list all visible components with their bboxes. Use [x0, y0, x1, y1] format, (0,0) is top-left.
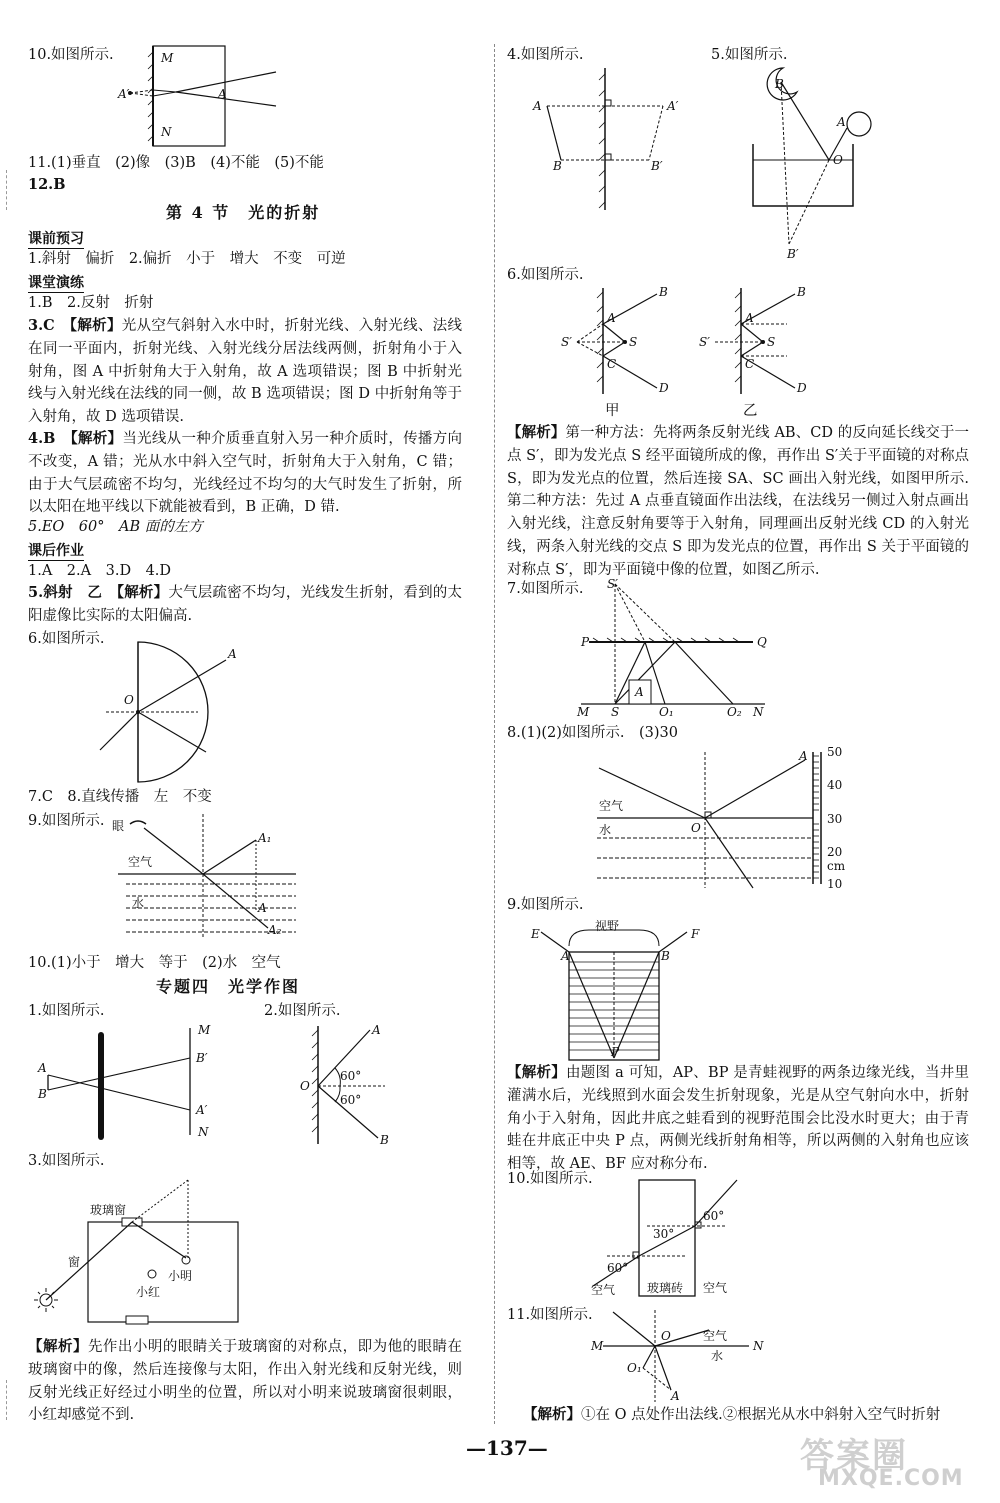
answer-head: 【解析】: [507, 1064, 566, 1081]
svg-text:D: D: [659, 381, 669, 395]
homework-answer-5: [28, 582, 462, 628]
angle-label: 60°: [340, 1069, 362, 1083]
answer-head: 【解析】: [28, 1338, 88, 1355]
answer-head: 4.B 【解析】: [28, 430, 123, 447]
answer-9: 9.如图所示.: [507, 897, 584, 913]
air-label: 空气: [591, 1283, 616, 1297]
answer-12: 12.B: [28, 176, 66, 193]
svg-text:B: B: [797, 285, 806, 299]
svg-text:P: P: [581, 635, 590, 649]
section-title: 第 4 节 光的折射: [166, 203, 321, 222]
scale-tick: 30: [827, 812, 843, 826]
preview-answer: 1.斜射 偏折 2.偏折 小于 增大 不变 可逆: [28, 251, 346, 267]
svg-text:O₂: O₂: [727, 705, 742, 719]
xiaoming-label: 小明: [168, 1269, 193, 1283]
window-label: 窗: [68, 1255, 81, 1269]
air-label: 空气: [703, 1281, 728, 1295]
figure-mirror-ab: [527, 64, 697, 214]
subsection-label: 课前预习: [28, 231, 84, 247]
unit-label: cm: [827, 859, 846, 873]
analysis-6: [507, 422, 969, 582]
svg-text:M: M: [577, 705, 590, 719]
analysis-11: [523, 1404, 969, 1427]
class-answer-3: [28, 315, 462, 429]
svg-text:O: O: [124, 693, 134, 707]
svg-text:S: S: [629, 335, 638, 349]
svg-text:A: A: [38, 1061, 47, 1075]
svg-text:A₁: A₁: [258, 831, 272, 845]
svg-text:A: A: [228, 647, 237, 661]
figure-eye-water: [108, 812, 308, 942]
scale-tick: 10: [827, 877, 843, 891]
answer-10: 10.如图所示.: [507, 1171, 593, 1187]
svg-text:A: A: [607, 311, 616, 325]
class-answer-4: [28, 428, 462, 519]
svg-text:A: A: [561, 949, 570, 963]
svg-text:S: S: [611, 705, 620, 719]
topic-answer-2: 2.如图所示.: [264, 1003, 341, 1019]
angle-label: 60°: [340, 1093, 362, 1107]
answer-4: 4.如图所示.: [507, 47, 584, 63]
svg-text:A′: A′: [118, 87, 130, 101]
scale-tick: 20: [827, 845, 843, 859]
svg-text:S: S: [767, 335, 776, 349]
answer-text: 当光线从一种介质垂直射入另一种介质时，传播方向不改变，A 错；光从水中斜入空气时，折射角大于入射角，C 错；由于大气层疏密不均匀，光线经过不均匀的大气时发生了折射，所以太阳在地平线以下就能被看到，B 正确，D 错.: [28, 431, 462, 516]
svg-text:B′: B′: [787, 247, 799, 261]
eye-label: 眼: [112, 819, 125, 833]
class-answer-5: 5.EO 60° AB 面的左方: [28, 519, 203, 535]
svg-text:C: C: [607, 357, 617, 371]
svg-text:E: E: [531, 927, 540, 941]
svg-text:A₂: A₂: [268, 923, 282, 937]
svg-text:A: A: [218, 87, 227, 101]
svg-text:B: B: [659, 285, 668, 299]
answer-head: 【解析】: [523, 1406, 581, 1423]
answer-text: 光从空气斜射入水中时，折射光线、入射光线、法线在同一平面内，折射光线、入射光线分居法线两侧，折射角小于入射角，图 A 中折射角大于入射角，故 A 选项错误；图 B 中折射光线与入射光线在法线的同一侧，故 B 选项错误；图 D 中折射角等于入射角，故 D 选项错误.: [28, 318, 462, 426]
figure-water-air-o: [587, 1306, 767, 1406]
svg-text:P: P: [611, 1045, 620, 1059]
homework-answer-7: 7.C 8.直线传播 左 不变: [28, 789, 212, 805]
svg-text:O: O: [300, 1079, 310, 1093]
answer-text: 大气层疏密不均匀，光线发生折射，看到的太阳虚像比实际的太阳偏高.: [28, 585, 463, 624]
figure-semicircle-refraction: [98, 640, 298, 790]
binding-mark: [6, 170, 8, 210]
figure-glass-brick: [587, 1176, 777, 1302]
water-label: 水: [132, 896, 145, 910]
glass-brick-label: 玻璃砖: [647, 1281, 684, 1295]
glass-window-label: 玻璃窗: [90, 1203, 127, 1217]
svg-text:S′: S′: [699, 335, 710, 349]
answer-11: 11.(1)垂直 (2)像 (3)B (4)不能 (5)不能: [28, 155, 324, 171]
figure-caption: 甲: [605, 403, 620, 419]
analysis-9: [507, 1062, 969, 1176]
svg-text:B: B: [38, 1087, 47, 1101]
svg-text:S′: S′: [607, 577, 618, 591]
water-label: 水: [599, 823, 612, 837]
figure-mirror-jia: [557, 284, 677, 404]
water-label: 水: [711, 1349, 724, 1363]
figure-well-frog: [527, 912, 707, 1062]
watermark: 答案圈: [800, 1436, 908, 1476]
topic-analysis-3: [28, 1336, 462, 1427]
svg-text:A′: A′: [196, 1103, 208, 1117]
figure-moon-well: [753, 64, 893, 264]
air-label: 空气: [703, 1329, 728, 1343]
answer-text: 先作出小明的眼睛关于玻璃窗的对称点，即为他的眼睛在玻璃窗中的像，然后连接像与太阳，作出入射光线和反射光线，则反射光线正好经过小明坐的位置，所以对小明来说玻璃窗很刺眼，小红却感觉不到.: [28, 1339, 463, 1424]
svg-text:A′: A′: [667, 99, 679, 113]
figure-glass-window: [28, 1170, 288, 1340]
svg-text:N: N: [198, 1125, 209, 1139]
svg-text:O: O: [691, 821, 701, 835]
svg-text:A: A: [745, 311, 754, 325]
svg-text:A: A: [533, 99, 542, 113]
xiaohong-label: 小红: [136, 1285, 161, 1299]
svg-text:D: D: [797, 381, 807, 395]
svg-text:S′: S′: [561, 335, 572, 349]
answer-8: 8.(1)(2)如图所示. (3)30: [507, 725, 679, 741]
svg-text:O: O: [661, 1329, 671, 1343]
svg-text:F: F: [691, 927, 700, 941]
figure-mirror-60: [290, 1020, 410, 1150]
svg-text:A: A: [258, 901, 267, 915]
answer-10: 10.如图所示.: [28, 47, 114, 63]
svg-text:N: N: [753, 705, 764, 719]
svg-text:C: C: [745, 357, 755, 371]
figure-mirror-yi: [695, 284, 815, 404]
svg-text:M: M: [161, 51, 174, 65]
homework-answer-6: 6.如图所示.: [28, 631, 105, 647]
angle-label: 60°: [703, 1209, 725, 1223]
svg-text:O₁: O₁: [627, 1361, 642, 1375]
svg-text:A: A: [372, 1023, 381, 1037]
svg-text:A: A: [635, 685, 644, 699]
answer-6: 6.如图所示.: [507, 267, 584, 283]
svg-text:B: B: [380, 1133, 389, 1147]
svg-text:M: M: [591, 1339, 604, 1353]
svg-text:M: M: [198, 1023, 211, 1037]
topic-answer-1: 1.如图所示.: [28, 1003, 105, 1019]
homework-answer-1: 1.A 2.A 3.D 4.D: [28, 563, 172, 579]
air-label: 空气: [599, 799, 624, 813]
subsection-label: 课堂演练: [28, 275, 84, 291]
watermark-url: MXQE.COM: [818, 1466, 964, 1491]
svg-text:B: B: [553, 159, 562, 173]
homework-answer-10: 10.(1)小于 增大 等于 (2)水 空气: [28, 955, 281, 971]
air-label: 空气: [128, 855, 153, 869]
svg-text:O: O: [833, 153, 843, 167]
svg-text:Q: Q: [757, 635, 767, 649]
column-divider: [494, 44, 496, 1424]
answer-text: 第一种方法：先将两条反射光线 AB、CD 的反向延长线交于一点 S′，即为发光点 S 经平面镜所成的像，再作出 S′关于平面镜的对称点 S，即为发光点的位置，然后连接 SA、SC 画出入射光线，如图甲所示.第二种方法：先过 A 点垂直镜面作出法线，在法线另一侧过入射点画出入射光线，注意反射角要等于入射角，同理画出反射光线 CD 的入射光线，两条入射光线的交点 S 即为发光点的位置，再作出 S 关于平面镜的对称点 S′，即为平面镜中像的位置，如图乙所示.: [507, 425, 969, 578]
figure-mirror-mn: [118, 40, 278, 150]
svg-text:B′: B′: [196, 1051, 208, 1065]
answer-head: 【解析】: [507, 424, 566, 441]
answer-head: 3.C 【解析】: [28, 317, 122, 334]
scale-tick: 40: [827, 778, 843, 792]
svg-text:B′: B′: [651, 159, 663, 173]
svg-text:A: A: [837, 115, 846, 129]
answer-7: 7.如图所示.: [507, 581, 584, 597]
binding-mark: [6, 1380, 8, 1420]
topic-answer-3: 3.如图所示.: [28, 1153, 105, 1169]
svg-text:N: N: [161, 125, 172, 139]
figure-pq-mirror: [577, 576, 777, 721]
svg-text:B: B: [775, 77, 784, 91]
answer-text: ①在 O 点处作出法线.②根据光从水中斜射入空气时折射: [581, 1407, 941, 1423]
answer-5: 5.如图所示.: [711, 47, 788, 63]
figure-pinhole: [28, 1020, 228, 1145]
svg-text:A: A: [799, 749, 808, 763]
answer-text: 由题图 a 可知，AP、BP 是青蛙视野的两条边缘光线，当井里灌满水后，光线照到水面会发生折射现象，光是从空气射向水中，折射角小于入射角，因此井底之蛙看到的视野范围会比没水时更大；由于青蛙在井底正中央 P 点，两侧光线折射角相等，所以两侧的入射角也应该相等，故 AE、BF 应对称分布.: [507, 1065, 969, 1173]
svg-text:B: B: [661, 949, 670, 963]
homework-answer-9: 9.如图所示.: [28, 813, 105, 829]
answer-head: 5.斜射 乙 【解析】: [28, 584, 169, 601]
class-answer-1: 1.B 2.反射 折射: [28, 295, 154, 311]
view-label: 视野: [595, 919, 620, 933]
svg-text:O₁: O₁: [659, 705, 674, 719]
topic-title: 专题四 光学作图: [156, 977, 301, 996]
svg-text:A: A: [671, 1389, 680, 1403]
figure-caption: 乙: [743, 403, 758, 419]
answer-11: 11.如图所示.: [507, 1307, 593, 1323]
angle-label: 60°: [607, 1261, 629, 1275]
subsection-label: 课后作业: [28, 543, 84, 559]
page-number: —137—: [466, 1436, 548, 1460]
scale-tick: 50: [827, 745, 843, 759]
angle-label: 30°: [653, 1227, 675, 1241]
figure-scale-refraction: [593, 742, 863, 892]
svg-text:N: N: [753, 1339, 764, 1353]
